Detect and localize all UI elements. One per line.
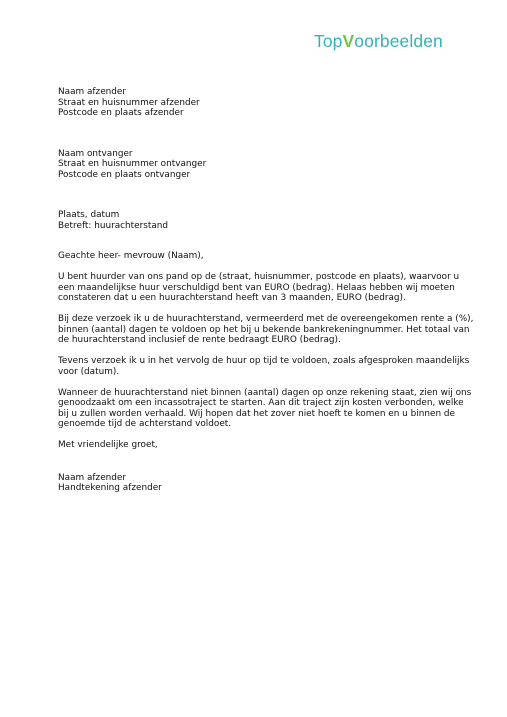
paragraph-line: een maandelijkse huur verschuldigd bent van EURO (bedrag). Helaas hebben wij moeten — [58, 282, 455, 293]
paragraph-line: Wanneer de huurachterstand niet binnen (aantal) dagen op onze rekening staat, zien wij ons — [58, 387, 472, 398]
sender-street: Straat en huisnummer afzender — [58, 97, 200, 108]
recipient-city: Postcode en plaats ontvanger — [58, 169, 191, 180]
paragraph-line: genoemde tijd de achterstand voldoet. — [58, 419, 232, 429]
paragraph-line: genoodzaakt om een incassotraject te starten. Aan dit traject zijn kosten verbonden, welke — [58, 398, 464, 408]
closing: Met vriendelijke groet, — [58, 440, 158, 450]
paragraph-1 — [58, 272, 458, 304]
recipient-street: Straat en huisnummer ontvanger — [58, 159, 207, 169]
paragraph-4 — [58, 387, 472, 430]
letter-meta — [58, 210, 458, 231]
paragraph-line: Tevens verzoek ik u in het vervolg de huur op tijd te voldoen, zoals afgesproken maandelijks — [58, 356, 470, 366]
signature-label: Handtekening afzender — [58, 483, 162, 493]
place-date: Plaats, datum — [58, 210, 120, 220]
recipient-name: Naam ontvanger — [58, 148, 133, 159]
paragraph-line: voor (datum). — [58, 366, 120, 377]
salutation: Geachte heer- mevrouw (Naam), — [58, 251, 204, 261]
logo-text-top: Top — [314, 31, 343, 51]
letter-body — [58, 87, 474, 494]
paragraph-line: binnen (aantal) dagen te voldoen op het bij u bekende bankrekeningnummer. Het totaal van — [58, 324, 470, 335]
sender-name: Naam afzender — [58, 87, 127, 97]
subject-line: Betreft: huurachterstand — [58, 220, 169, 231]
paragraph-line: de huurachterstand inclusief de rente bedraagt EURO (bedrag). — [58, 335, 341, 345]
paragraph-2 — [58, 314, 474, 346]
paragraph-line: constateren dat u een huurachterstand heeft van 3 maanden, EURO (bedrag). — [58, 293, 406, 303]
recipient-address — [58, 149, 458, 181]
paragraph-3 — [58, 356, 470, 377]
paragraph-line: bij u zullen worden verhaald. Wij hopen dat het zover niet hoeft te komen en u binnen de — [58, 408, 455, 419]
logo-checkmark-v: V — [342, 31, 355, 51]
paragraph-line: U bent huurder van ons pand op de (straat, huisnummer, postcode en plaats), waarvoor u — [58, 272, 460, 282]
topvoorbeelden-logo — [314, 31, 443, 52]
paragraph-line: Bij deze verzoek ik u de huurachterstand, vermeerderd met de overeengekomen rente a (%), — [58, 314, 474, 324]
sender-city: Postcode en plaats afzender — [58, 108, 184, 118]
signature-block — [58, 473, 458, 494]
signature-name: Naam afzender — [58, 472, 127, 483]
sender-address — [58, 87, 458, 119]
logo-text-voorbeelden: oorbeelden — [354, 31, 443, 51]
